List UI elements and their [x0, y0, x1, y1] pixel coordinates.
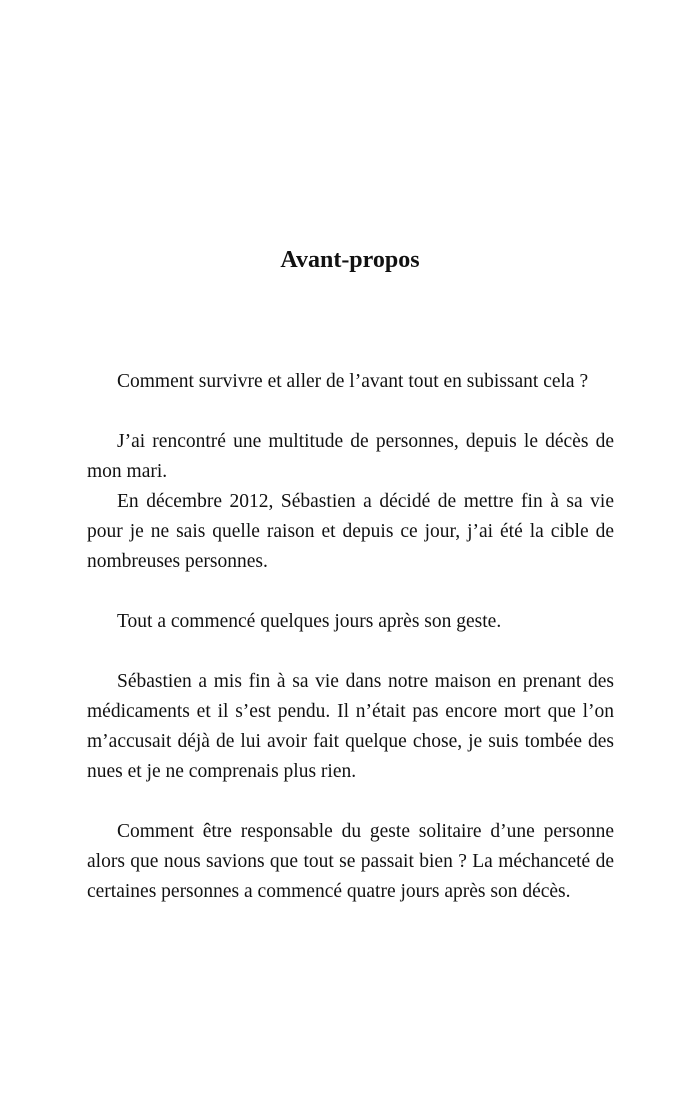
paragraph: J’ai rencontré une multitude de personnes, depuis le décès de mon mari.: [87, 431, 614, 482]
paragraph: En décembre 2012, Sébastien a décidé de mettre fin à sa vie pour je ne sais quelle raison et depuis ce jour, j’ai été la cible de nombreuses personnes.: [87, 491, 614, 572]
paragraph: Tout a commencé quelques jours après son geste.: [117, 611, 502, 632]
paragraph: Sébastien a mis fin à sa vie dans notre maison en prenant des médicaments et il s’est pendu. Il n’était pas encore mort que l’on m’accusait déjà de lui avoir fait quelque chose, je suis tombée des nues et je ne comprenais plus rien.: [87, 671, 614, 782]
paragraph: Comment survivre et aller de l’avant tout en subissant cela ?: [117, 371, 589, 392]
chapter-title: Avant-propos: [280, 247, 420, 273]
paragraph: Comment être responsable du geste solitaire d’une personne alors que nous savions que tout se passait bien ? La méchanceté de certaines personnes a commencé quatre jours après son décès.: [87, 821, 614, 902]
chapter-body: [87, 367, 614, 907]
